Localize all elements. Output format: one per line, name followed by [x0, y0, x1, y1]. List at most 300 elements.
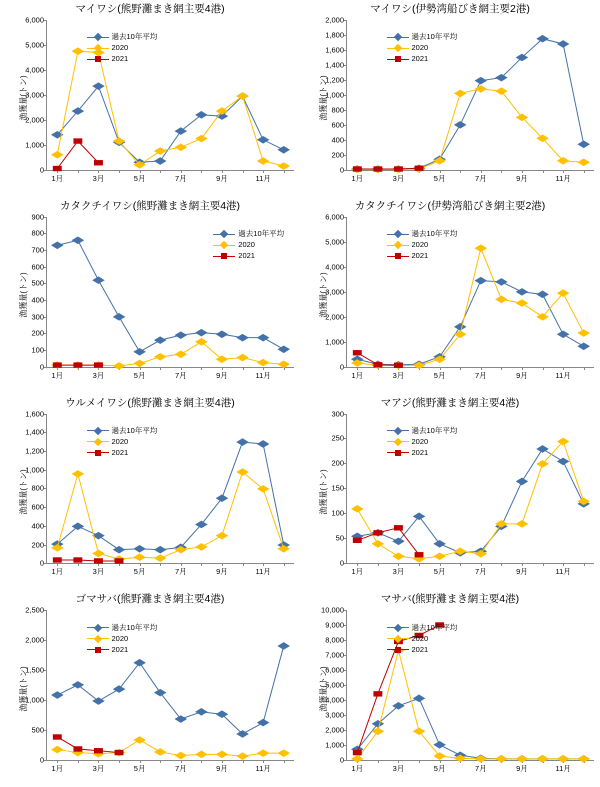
data-point-y2020	[454, 90, 467, 98]
data-point-y2020	[113, 137, 126, 145]
legend-marker-avg10	[387, 32, 409, 42]
legend-item	[87, 54, 158, 65]
data-point-y2020	[257, 157, 270, 165]
data-point-group-y2020	[557, 755, 570, 763]
y-tick-label: 800	[31, 228, 44, 238]
legend-item	[387, 240, 458, 251]
chart-legend	[87, 32, 158, 65]
y-axis-label: 漁獲量(トン)	[319, 665, 329, 712]
y-tick-label: 2,500	[25, 605, 44, 615]
y-tick-label: 100	[331, 508, 344, 518]
x-tick-label: 7月	[174, 370, 187, 380]
y-tick-label: 400	[31, 521, 44, 531]
chart-legend	[87, 622, 158, 655]
data-point-group-y2021	[415, 166, 424, 171]
data-point-y2020	[277, 750, 290, 758]
data-point-y2020	[195, 751, 208, 759]
data-point-y2020	[454, 330, 467, 338]
y-tick-label: 4,000	[325, 695, 344, 705]
x-tick-label: 9月	[516, 567, 528, 577]
data-point-group-avg10	[216, 494, 229, 502]
data-point-group-y2020	[113, 137, 126, 145]
series-layer	[347, 414, 594, 564]
data-point-group-avg10	[277, 642, 290, 650]
data-point-group-avg10	[72, 522, 85, 530]
data-point-y2020	[577, 158, 590, 166]
y-tick-label: 300	[331, 409, 344, 418]
data-point-avg10	[92, 82, 105, 90]
series-line-y2021	[57, 560, 119, 561]
y-tick-label: 0	[39, 362, 44, 371]
y-tick-mark	[44, 367, 47, 368]
data-point-group-avg10	[216, 711, 229, 719]
data-point-avg10	[195, 111, 208, 119]
y-tick-label: 1,600	[325, 45, 344, 55]
y-tick-label: 0	[339, 362, 344, 371]
data-point-avg10	[216, 711, 229, 719]
data-point-y2021	[353, 166, 362, 171]
data-point-avg10	[72, 236, 85, 244]
data-point-y2020	[577, 329, 590, 337]
data-point-group-y2021	[373, 691, 382, 696]
data-point-y2020	[475, 85, 488, 93]
y-axis-label: 漁獲量(トン)	[319, 272, 329, 318]
data-point-avg10	[195, 520, 208, 528]
y-tick-label: 200	[31, 540, 44, 550]
data-point-avg10	[557, 40, 570, 48]
x-tick-mark	[419, 563, 420, 566]
data-point-group-y2020	[454, 90, 467, 98]
data-point-avg10	[154, 157, 167, 165]
series-layer	[347, 20, 594, 170]
legend-item	[387, 251, 458, 262]
y-axis-label: 漁獲量(トン)	[19, 272, 29, 318]
x-tick-label: 11月	[555, 764, 571, 773]
data-point-y2021	[373, 362, 382, 367]
legend-marker-y2021	[213, 251, 235, 261]
data-point-group-y2020	[495, 295, 508, 303]
legend-item	[87, 447, 158, 458]
data-point-group-avg10	[516, 54, 529, 62]
x-tick-mark	[284, 563, 285, 566]
data-point-avg10	[495, 74, 508, 82]
data-point-y2020	[175, 143, 188, 151]
y-tick-label: 1,000	[325, 740, 344, 750]
data-point-group-y2020	[51, 151, 64, 159]
legend-item	[213, 240, 284, 251]
data-point-avg10	[454, 323, 467, 331]
data-point-avg10	[154, 689, 167, 697]
data-point-y2021	[115, 750, 124, 755]
x-tick-label: 11月	[555, 567, 571, 577]
data-point-group-y2021	[353, 350, 362, 355]
x-tick-mark	[460, 367, 461, 370]
data-point-avg10	[133, 659, 146, 667]
legend-marker-y2020	[87, 43, 109, 53]
x-tick-mark	[160, 367, 161, 370]
data-point-group-avg10	[516, 477, 529, 485]
data-point-y2021	[353, 537, 362, 542]
legend-label: 2020	[411, 633, 429, 643]
y-tick-label: 250	[331, 433, 344, 443]
series-layer	[347, 610, 594, 760]
y-tick-label: 1,000	[25, 695, 44, 705]
data-point-y2020	[277, 162, 290, 170]
legend-label: 2021	[111, 447, 129, 457]
legend-marker-y2021	[387, 251, 409, 261]
data-point-group-y2021	[394, 362, 403, 367]
data-point-group-y2020	[536, 755, 549, 763]
x-tick-label: 3月	[392, 567, 405, 577]
data-point-group-avg10	[51, 241, 64, 249]
series-line-y2020	[57, 472, 283, 559]
legend-marker-avg10	[87, 32, 109, 42]
data-point-group-y2020	[257, 157, 270, 165]
x-tick-label: 7月	[474, 173, 487, 183]
chart-panel	[0, 590, 300, 787]
legend-label: 2021	[411, 447, 429, 457]
y-tick-label: 1,200	[325, 75, 344, 85]
x-tick-mark	[243, 760, 244, 763]
y-tick-label: 3,000	[325, 710, 344, 720]
x-tick-mark	[284, 760, 285, 763]
chart-panel	[300, 0, 600, 197]
x-tick-label: 11月	[255, 370, 271, 380]
data-point-y2020	[516, 755, 529, 763]
x-tick-mark	[584, 563, 585, 566]
y-tick-label: 0	[39, 755, 44, 765]
data-point-y2020	[495, 295, 508, 303]
data-point-y2021	[373, 166, 382, 171]
series-line-avg10	[357, 699, 583, 759]
data-point-y2020	[557, 437, 570, 445]
series-line-y2021	[57, 737, 119, 753]
legend-label: 2020	[411, 240, 429, 250]
legend-label: 2020	[238, 240, 255, 250]
data-point-y2020	[277, 360, 290, 368]
chart-title: マサバ(熊野灘まき網主要4港)	[380, 593, 520, 606]
series-layer	[47, 414, 294, 564]
data-point-group-y2020	[277, 750, 290, 758]
legend-label: 2020	[111, 436, 129, 446]
data-point-group-y2020	[495, 87, 508, 95]
x-tick-label: 1月	[351, 764, 364, 773]
data-point-y2021	[373, 691, 382, 696]
data-point-y2020	[236, 753, 249, 761]
data-point-y2021	[353, 350, 362, 355]
y-tick-label: 1,000	[25, 140, 44, 150]
data-point-group-avg10	[154, 545, 167, 553]
series-line-y2021	[357, 168, 419, 169]
data-point-group-y2020	[557, 437, 570, 445]
data-point-y2021	[73, 747, 82, 752]
y-tick-mark	[44, 563, 47, 564]
x-tick-mark	[584, 367, 585, 370]
y-tick-label: 0	[339, 755, 344, 765]
data-point-y2021	[415, 166, 424, 171]
legend-item	[387, 436, 458, 447]
data-point-group-y2020	[195, 135, 208, 143]
legend-item	[213, 251, 284, 262]
legend-marker-y2020	[387, 437, 409, 447]
data-point-group-y2020	[175, 752, 188, 760]
series-line-y2021	[357, 527, 419, 554]
x-tick-label: 11月	[555, 370, 571, 380]
data-point-group-avg10	[154, 689, 167, 697]
x-tick-mark	[243, 563, 244, 566]
x-tick-mark	[460, 170, 461, 173]
y-tick-label: 2,000	[325, 15, 344, 25]
x-tick-label: 9月	[216, 173, 228, 183]
legend-item	[87, 633, 158, 644]
x-tick-label: 5月	[433, 567, 446, 577]
chart-panel	[300, 590, 600, 787]
data-point-y2020	[557, 157, 570, 165]
y-tick-label: 3,000	[325, 287, 344, 297]
x-tick-mark	[160, 563, 161, 566]
data-point-y2020	[495, 755, 508, 763]
plot-area	[25, 15, 294, 183]
y-tick-label: 1,400	[25, 427, 44, 437]
data-point-group-avg10	[536, 35, 549, 43]
data-point-group-y2021	[73, 747, 82, 752]
data-point-y2021	[53, 557, 62, 562]
data-point-y2020	[475, 755, 488, 763]
data-point-group-y2020	[277, 360, 290, 368]
data-point-group-y2020	[257, 359, 270, 367]
legend-item	[387, 54, 458, 65]
data-point-avg10	[236, 334, 249, 342]
y-tick-label: 500	[31, 278, 44, 288]
y-tick-label: 1,500	[25, 665, 44, 675]
data-point-group-y2021	[394, 525, 403, 530]
data-point-y2020	[495, 87, 508, 95]
y-tick-label: 600	[31, 502, 44, 512]
y-tick-label: 6,000	[325, 665, 344, 675]
chart-legend	[387, 425, 458, 458]
plot-area	[325, 212, 594, 380]
x-tick-mark	[119, 170, 120, 173]
y-tick-label: 1,200	[25, 446, 44, 456]
data-point-group-y2020	[577, 329, 590, 337]
data-point-y2020	[113, 362, 126, 370]
data-point-group-avg10	[195, 708, 208, 716]
legend-marker-y2021	[387, 54, 409, 64]
x-tick-label: 1月	[351, 370, 364, 380]
y-tick-label: 1,000	[325, 337, 344, 347]
x-tick-label: 1月	[51, 173, 64, 183]
data-point-y2020	[475, 244, 488, 252]
y-tick-label: 900	[31, 212, 44, 222]
chart-legend	[387, 32, 458, 65]
data-point-avg10	[392, 537, 405, 545]
data-point-y2020	[557, 289, 570, 297]
y-tick-label: 8,000	[325, 635, 344, 645]
y-tick-mark	[44, 170, 47, 171]
y-tick-label: 4,000	[325, 262, 344, 272]
data-point-group-y2020	[351, 755, 364, 763]
data-point-group-y2020	[433, 157, 446, 165]
data-point-group-y2021	[373, 362, 382, 367]
data-point-y2021	[394, 362, 403, 367]
legend-item	[387, 633, 458, 644]
x-tick-mark	[201, 563, 202, 566]
data-point-avg10	[577, 140, 590, 148]
series-line-y2020	[57, 740, 283, 756]
legend-item	[87, 436, 158, 447]
series-layer	[347, 217, 594, 367]
legend-marker-avg10	[87, 426, 109, 436]
data-point-group-avg10	[475, 277, 488, 285]
legend-marker-avg10	[213, 229, 235, 239]
data-point-avg10	[154, 545, 167, 553]
legend-label: 過去10年平均	[411, 622, 458, 632]
x-tick-label: 9月	[216, 370, 228, 380]
legend-label: 2020	[111, 43, 129, 53]
legend-marker-y2020	[87, 634, 109, 644]
series-layer	[47, 20, 294, 170]
legend-label: 過去10年平均	[111, 425, 158, 435]
data-point-group-y2020	[92, 549, 105, 557]
legend-marker-y2020	[387, 43, 409, 53]
data-point-avg10	[175, 331, 188, 339]
data-point-avg10	[113, 313, 126, 321]
data-point-avg10	[92, 276, 105, 284]
chart-legend	[387, 229, 458, 262]
legend-label: 過去10年平均	[411, 229, 458, 239]
x-tick-label: 3月	[392, 173, 405, 183]
data-point-group-y2020	[154, 353, 167, 361]
x-tick-label: 5月	[133, 567, 146, 577]
data-point-y2021	[94, 748, 103, 753]
data-point-avg10	[195, 708, 208, 716]
y-tick-label: 1,000	[325, 90, 344, 100]
data-point-group-y2021	[73, 362, 82, 367]
data-point-group-y2020	[495, 755, 508, 763]
data-point-group-avg10	[454, 323, 467, 331]
data-point-y2021	[94, 558, 103, 563]
data-point-avg10	[216, 330, 229, 338]
data-point-y2020	[72, 470, 85, 478]
data-point-y2020	[216, 751, 229, 759]
y-tick-label: 2,000	[25, 635, 44, 645]
data-point-group-y2020	[72, 470, 85, 478]
y-tick-label: 10,000	[321, 605, 344, 615]
data-point-avg10	[413, 512, 426, 520]
data-point-y2020	[557, 755, 570, 763]
data-point-y2020	[92, 549, 105, 557]
legend-label: 2021	[411, 644, 429, 654]
data-point-group-y2020	[351, 505, 364, 513]
data-point-y2020	[433, 157, 446, 165]
x-tick-label: 1月	[51, 567, 64, 577]
chart-panel	[300, 197, 600, 394]
x-tick-mark	[243, 170, 244, 173]
data-point-y2020	[236, 468, 249, 476]
data-point-y2020	[413, 728, 426, 736]
data-point-group-y2021	[94, 362, 103, 367]
legend-item	[387, 622, 458, 633]
x-tick-mark	[378, 563, 379, 566]
legend-item	[87, 32, 158, 43]
y-tick-label: 9,000	[325, 620, 344, 630]
data-point-avg10	[536, 35, 549, 43]
data-point-group-avg10	[413, 695, 426, 703]
data-point-group-avg10	[195, 520, 208, 528]
data-point-group-y2020	[154, 554, 167, 562]
data-point-group-y2020	[433, 552, 446, 560]
data-point-y2020	[133, 359, 146, 367]
data-point-group-avg10	[154, 157, 167, 165]
x-tick-label: 3月	[92, 567, 105, 577]
legend-marker-y2021	[387, 645, 409, 655]
legend-item	[387, 644, 458, 655]
data-point-group-y2021	[53, 557, 62, 562]
chart-title: マアジ(熊野灘まき網主要4港)	[380, 396, 520, 409]
data-point-y2020	[236, 354, 249, 362]
data-point-group-avg10	[175, 331, 188, 339]
data-point-y2020	[72, 47, 85, 55]
data-point-group-y2020	[433, 752, 446, 760]
data-point-group-avg10	[216, 330, 229, 338]
chart-legend	[87, 425, 158, 458]
data-point-avg10	[216, 494, 229, 502]
chart-title: ゴマサバ(熊野灘まき網主要4港)	[75, 593, 225, 606]
data-point-group-y2020	[454, 330, 467, 338]
legend-marker-y2021	[387, 448, 409, 458]
data-point-group-avg10	[577, 140, 590, 148]
data-point-group-y2020	[236, 753, 249, 761]
x-tick-label: 3月	[392, 764, 405, 773]
legend-label: 過去10年平均	[411, 425, 458, 435]
data-point-y2020	[195, 135, 208, 143]
data-point-y2020	[175, 752, 188, 760]
chart-panel	[0, 197, 300, 394]
legend-marker-y2021	[87, 54, 109, 64]
legend-label: 過去10年平均	[111, 32, 158, 42]
x-tick-label: 3月	[92, 764, 105, 773]
y-tick-label: 0	[339, 558, 344, 568]
data-point-group-y2020	[557, 289, 570, 297]
data-point-group-y2021	[115, 558, 124, 563]
y-tick-label: 500	[31, 725, 44, 735]
data-point-group-y2021	[353, 750, 362, 755]
data-point-avg10	[72, 522, 85, 530]
y-tick-label: 1,000	[25, 465, 44, 475]
series-line-y2020	[357, 651, 583, 759]
legend-item	[213, 229, 284, 240]
y-tick-label: 50	[335, 533, 344, 543]
legend-label: 過去10年平均	[238, 229, 285, 239]
data-point-group-avg10	[557, 40, 570, 48]
x-tick-mark	[78, 170, 79, 173]
y-tick-label: 700	[31, 245, 44, 255]
data-point-group-y2021	[394, 166, 403, 171]
chart-legend	[387, 622, 458, 655]
y-tick-label: 5,000	[325, 237, 344, 247]
data-point-y2020	[536, 134, 549, 142]
data-point-y2021	[73, 138, 82, 143]
data-point-y2021	[94, 160, 103, 165]
plot-area	[331, 409, 594, 577]
data-point-avg10	[175, 715, 188, 723]
data-point-y2021	[373, 530, 382, 535]
legend-marker-y2020	[213, 240, 235, 250]
legend-item	[87, 644, 158, 655]
data-point-group-y2020	[475, 244, 488, 252]
data-point-group-y2020	[577, 755, 590, 763]
data-point-y2021	[53, 735, 62, 740]
